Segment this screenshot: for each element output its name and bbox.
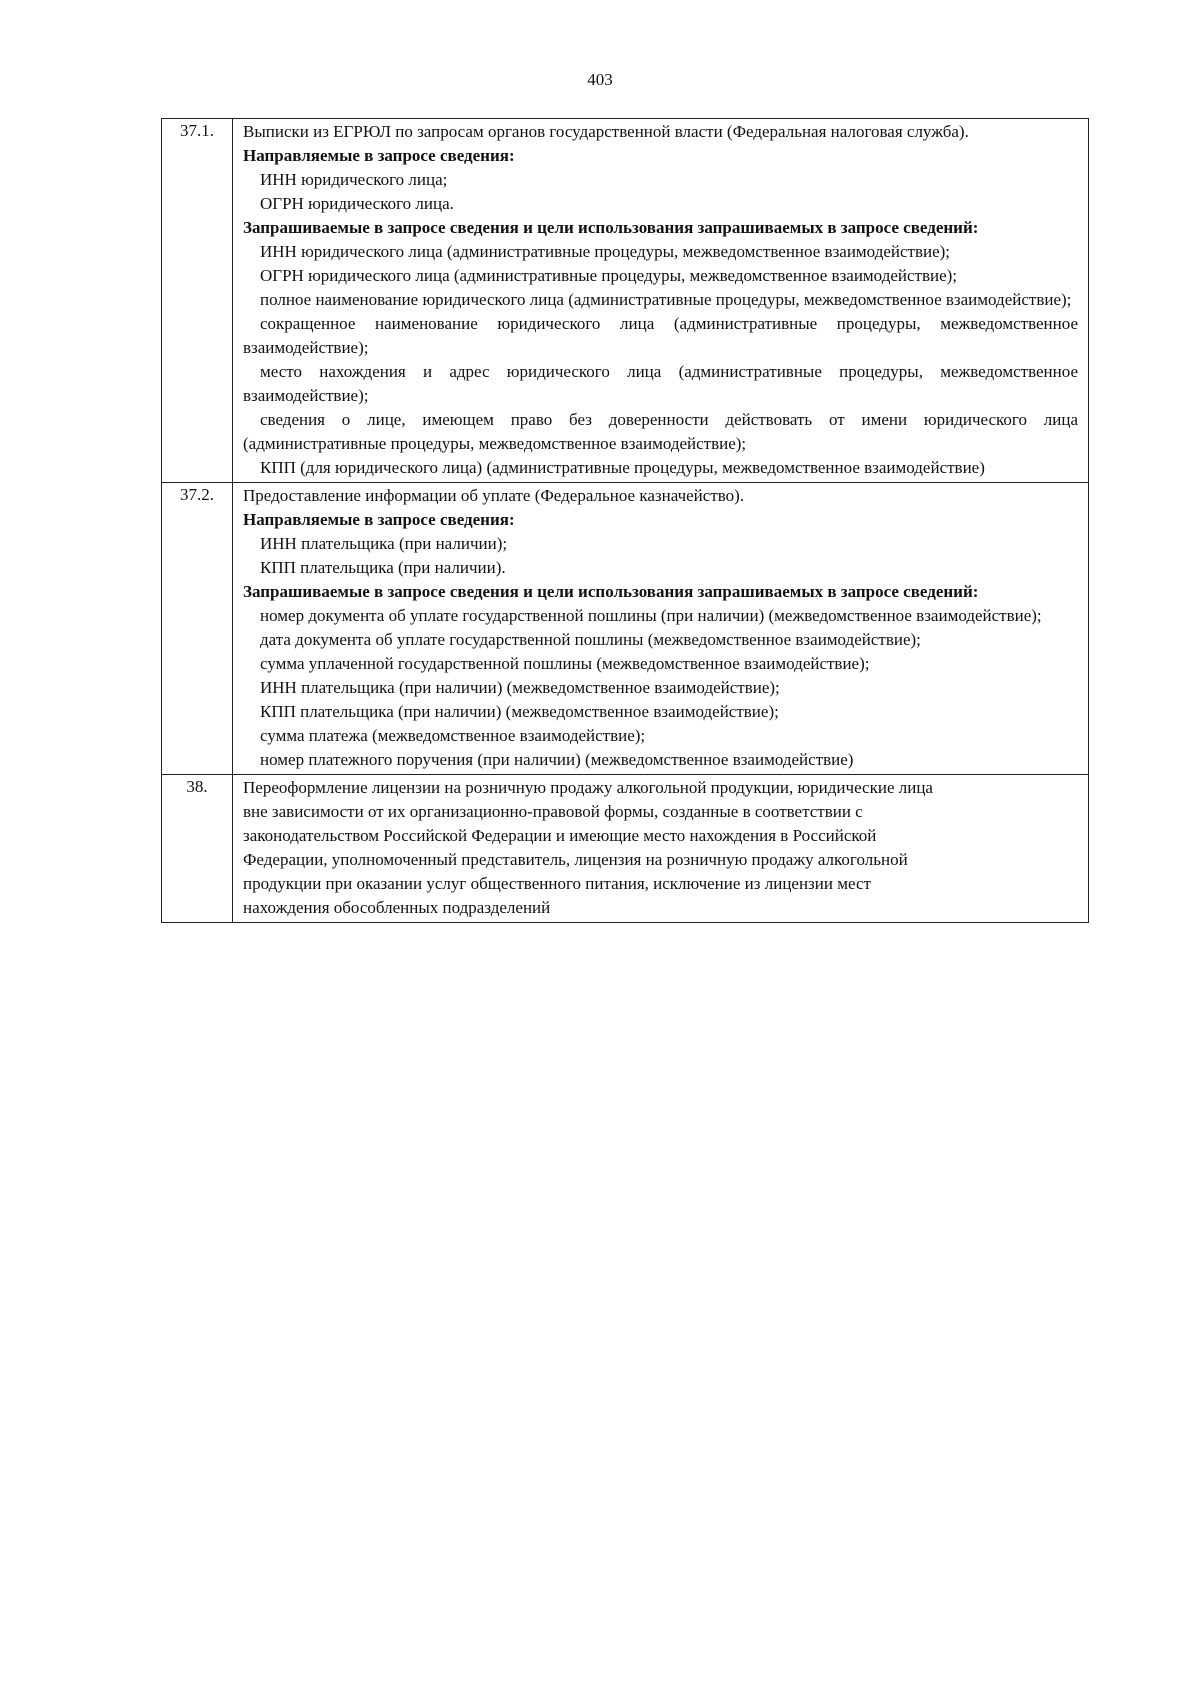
sent-item: КПП плательщика (при наличии).: [260, 558, 506, 577]
row-title: Предоставление информации об уплате (Федеральное казначейство).: [243, 486, 745, 505]
requested-item: место нахождения и адрес юридического лица (административные процедуры, межведомственное взаимодействие);: [243, 362, 1078, 405]
sent-heading: Направляемые в запросе сведения:: [243, 510, 515, 529]
row-text-line: Федерации, уполномоченный представитель, лицензия на розничную продажу алкогольной: [243, 850, 908, 869]
row-text-line: законодательством Российской Федерации и имеющие место нахождения в Российской: [243, 826, 877, 845]
page-number: 403: [587, 70, 613, 89]
requested-item: КПП плательщика (при наличии) (межведомственное взаимодействие);: [260, 702, 779, 721]
row-text-line: Переоформление лицензии на розничную продажу алкогольной продукции, юридические лица: [243, 778, 933, 797]
row-text-line: продукции при оказании услуг общественного питания, исключение из лицензии мест: [243, 874, 871, 893]
requested-item: полное наименование юридического лица (административные процедуры, межведомственное взаимодействие);: [260, 290, 1072, 309]
requested-item: ИНН юридического лица (административные процедуры, межведомственное взаимодействие);: [260, 242, 951, 261]
row-text-line: вне зависимости от их организационно-правовой формы, созданные в соответствии с: [243, 802, 863, 821]
requested-item: сведения о лице, имеющем право без доверенности действовать от имени юридического лица (административные процедуры, межведомственное взаимодействие);: [243, 410, 1078, 453]
requested-item: номер документа об уплате государственной пошлины (при наличии) (межведомственное взаимодействие);: [260, 606, 1042, 625]
row-title: Выписки из ЕГРЮЛ по запросам органов государственной власти (Федеральная налоговая служба).: [243, 122, 969, 141]
row-number: 38.: [162, 775, 233, 923]
requested-item: ИНН плательщика (при наличии) (межведомственное взаимодействие);: [260, 678, 780, 697]
sent-item: ОГРН юридического лица.: [260, 194, 454, 213]
requested-item: дата документа об уплате государственной пошлины (межведомственное взаимодействие);: [260, 630, 921, 649]
table-row-38: [162, 775, 1089, 923]
requested-heading: Запрашиваемые в запросе сведения и цели использования запрашиваемых в запросе сведений:: [243, 218, 979, 237]
table-row-37-1: [162, 119, 1089, 483]
requested-item: сумма уплаченной государственной пошлины (межведомственное взаимодействие);: [260, 654, 870, 673]
requested-item: сокращенное наименование юридического лица (административные процедуры, межведомственное взаимодействие);: [243, 314, 1078, 357]
table-row-37-2: [162, 483, 1089, 775]
services-table: [161, 118, 1089, 923]
row-content: [233, 119, 1089, 483]
requested-heading: Запрашиваемые в запросе сведения и цели использования запрашиваемых в запросе сведений:: [243, 582, 979, 601]
sent-item: ИНН плательщика (при наличии);: [260, 534, 508, 553]
sent-item: ИНН юридического лица;: [260, 170, 448, 189]
row-number: 37.1.: [162, 119, 233, 483]
row-text-line: нахождения обособленных подразделений: [243, 898, 551, 917]
row-content: [233, 775, 1089, 923]
requested-item: ОГРН юридического лица (административные процедуры, межведомственное взаимодействие);: [260, 266, 958, 285]
sent-heading: Направляемые в запросе сведения:: [243, 146, 515, 165]
requested-item: сумма платежа (межведомственное взаимодействие);: [260, 726, 646, 745]
row-content: [233, 483, 1089, 775]
requested-item: номер платежного поручения (при наличии) (межведомственное взаимодействие): [260, 750, 854, 769]
row-number: 37.2.: [162, 483, 233, 775]
requested-item: КПП (для юридического лица) (административные процедуры, межведомственное взаимодействие): [260, 458, 985, 477]
